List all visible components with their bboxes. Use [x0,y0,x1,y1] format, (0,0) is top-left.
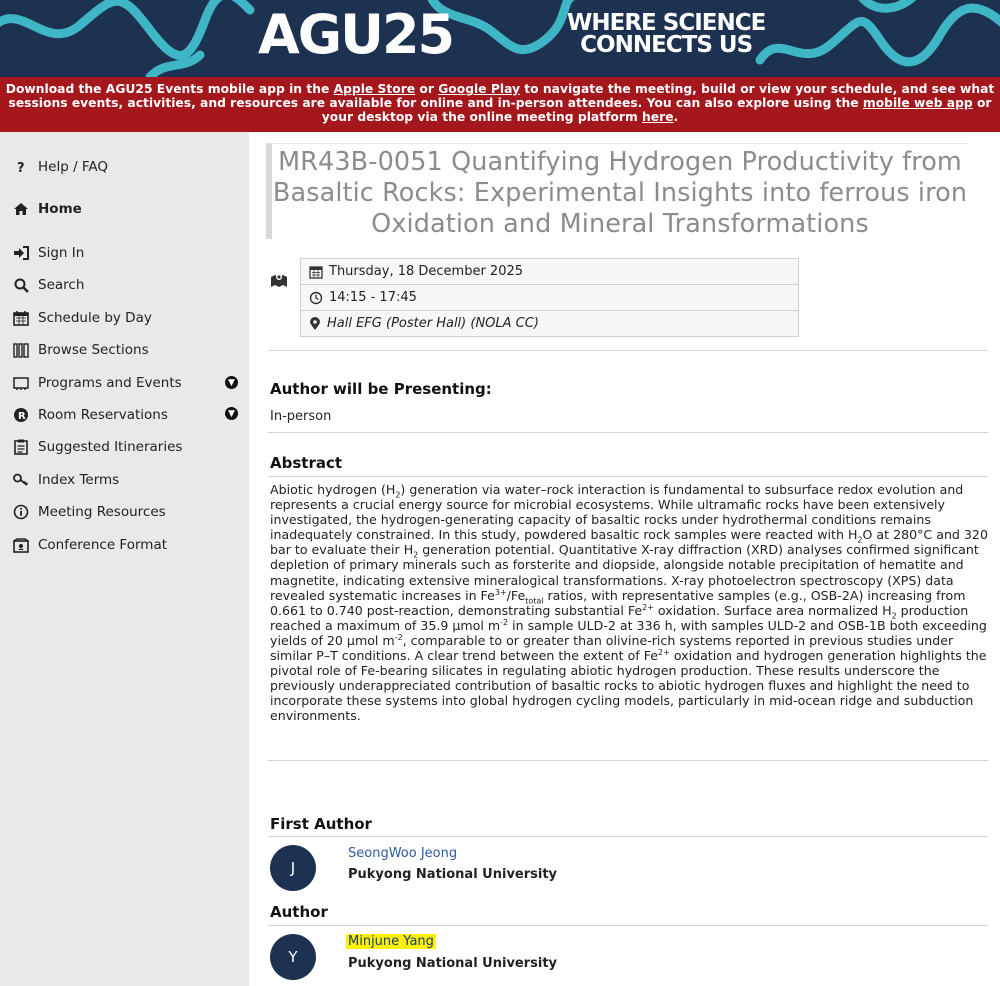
divider [268,350,988,351]
sidebar-item-meeting-resources[interactable] [12,501,166,523]
sidebar-item-label: Room Reservations [38,407,168,423]
sidebar-item-room-reservations[interactable] [12,404,168,426]
first-author-heading: First Author [270,815,372,833]
sidebar-item-browse-sections[interactable] [12,339,149,361]
sidebar-item-itineraries[interactable] [12,436,182,458]
sidebar-item-label: Programs and Events [38,375,182,391]
presenting-value: In-person [270,409,332,424]
search-icon [12,276,30,294]
notice-text: . [673,110,679,125]
apple-store-link[interactable]: Apple Store [333,82,416,96]
sidebar-item-index-terms[interactable] [12,469,119,491]
presenting-heading: Author will be Presenting: [270,380,492,398]
session-date: Thursday, 18 December 2025 [329,264,524,279]
notice-text: to navigate the meeting, build or view your schedule, and see what sessions events, activities, and resources are available for online and in-person attendees. You can also explore using the [8,82,995,111]
tagline [567,12,765,56]
first-author-institution: Pukyong National University [348,867,558,882]
programs-expand-icon[interactable]: ▼ [225,376,238,389]
tagline-line1: WHERE SCIENCE [567,10,766,36]
divider [268,432,988,433]
key-icon [12,471,30,489]
info-icon [12,503,30,521]
svg-text:R: R [18,411,26,422]
sidebar-item-sign-in[interactable] [12,242,84,264]
sidebar-item-conference-format[interactable] [12,534,167,556]
wave-decoration [0,0,1000,77]
sidebar-item-label: Browse Sections [38,342,149,358]
map-icon[interactable] [270,272,288,292]
header-banner [0,0,1000,77]
paper-title-box [266,143,968,239]
notice-text: or [415,82,439,96]
clock-icon [309,291,323,305]
session-date-row [301,259,798,285]
sidebar-item-programs[interactable] [12,372,182,394]
location-pin-icon [309,317,321,331]
programs-icon [12,374,30,392]
author-name-link[interactable]: Minjune Yang [348,934,434,949]
google-play-link[interactable]: Google Play [438,82,521,96]
sidebar-item-help[interactable] [12,156,108,178]
session-location-row [301,311,798,336]
sidebar-item-label: Schedule by Day [38,310,152,326]
page-title: MR43B-0051 Quantifying Hydrogen Productivity from Basaltic Rocks: Experimental Insights into ferrous iron Oxidation and Mineral Transformations [272,147,968,239]
sidebar-item-label: Help / FAQ [38,159,109,175]
svg-text:?: ? [17,161,25,174]
question-icon [12,158,30,176]
sidebar-item-label: Index Terms [38,472,120,488]
sign-in-icon [12,244,30,262]
sidebar-item-label: Search [38,277,85,293]
sidebar-item-label: Home [38,201,82,217]
format-icon [12,536,30,554]
sidebar-item-label: Conference Format [38,537,168,553]
app-notice-bar [0,77,1000,132]
sidebar-item-label: Sign In [38,245,85,261]
sidebar-item-label: Suggested Itineraries [38,439,183,455]
sidebar-item-home[interactable] [12,198,82,220]
author-institution: Pukyong National University [348,956,558,971]
notice-text: or your desktop via the online meeting platform [321,96,992,125]
avatar: J [270,845,316,891]
abstract-heading: Abstract [270,454,343,472]
calendar-icon [12,309,30,327]
divider [268,760,988,761]
sidebar-item-label: Meeting Resources [38,504,166,520]
platform-here-link[interactable]: here [642,110,674,125]
reservation-icon [12,406,30,424]
first-author-name-link[interactable]: SeongWoo Jeong [348,846,458,861]
abstract-text: Abiotic hydrogen $(H_2)$ generation via water–rock interaction is fundamental to subsurface redox evolution and represents a crucial energy source for microbial ecosystems. While ultramafic rocks have been extensively investigated, the hydrogen-generating capacity of basaltic rocks under hydrothermal conditions remains inadequately constrained. In this study, powdered basaltic rock samples were reacted with $H_2O$ at 280°C and 320 bar to evaluate their $H_2$ generation potential. Quantitative X-ray diffraction (XRD) analyses confirmed significant depletion of primary minerals such as forsterite and diopside, alongside notable precipitation of hematite and magnetite, indicating extensive mineralogical transformations. X-ray photoelectron spectroscopy (XPS) data revealed systematic increases in $Fe^{3+}/Fe_{total}$ ratios, with representative samples (e.g., OSB-2A) increasing from 0.661 to 0.740 post-reaction, demonstrating substantial $Fe^{2+}$ oxidation. Surface area normalized $H_2$ production reached a maximum of 35.9 μmol $m^{-2}$ in sample ULD-2 at 336 h, with samples ULD-2 and OSB-1B both exceeding yields of 20 μmol $m^{-2}$, comparable to or greater than olivine-rich systems reported in previous studies under similar P–T conditions. A clear trend between the extent of $Fe^{2+}$ oxidation and hydrogen generation highlights the pivotal role of Fe-bearing silicates in regulating abiotic hydrogen production. These results underscore the previously underappreciated contribution of basaltic rocks to abiotic hydrogen fluxes and highlight the need to incorporate these systems into global hydrogen cycling models, particularly in mid-ocean ridge and subduction environments. [270,482,988,724]
calendar-icon [309,265,323,279]
sidebar-item-search[interactable] [12,274,84,296]
session-time: 14:15 - 17:45 [329,290,417,305]
session-time-row [301,285,798,311]
sections-icon [12,341,30,359]
notice-text: Download the AGU25 Events mobile app in the [5,82,334,96]
divider [268,476,988,477]
clipboard-icon [12,438,30,456]
author-heading: Author [270,903,328,921]
sidebar-item-schedule[interactable] [12,307,152,329]
mobile-web-app-link[interactable]: mobile web app [862,96,973,111]
sidebar [0,132,249,986]
divider [268,836,988,837]
room-reservations-expand-icon[interactable]: ▼ [225,407,238,420]
home-icon [12,200,30,218]
agu25-logo[interactable]: AGU25 [258,3,454,66]
divider [268,925,988,926]
session-location[interactable]: Hall EFG (Poster Hall) (NOLA CC) [327,316,539,331]
tagline-line2: CONNECTS US [580,32,753,58]
avatar: Y [270,934,316,980]
session-info-box [300,258,799,337]
